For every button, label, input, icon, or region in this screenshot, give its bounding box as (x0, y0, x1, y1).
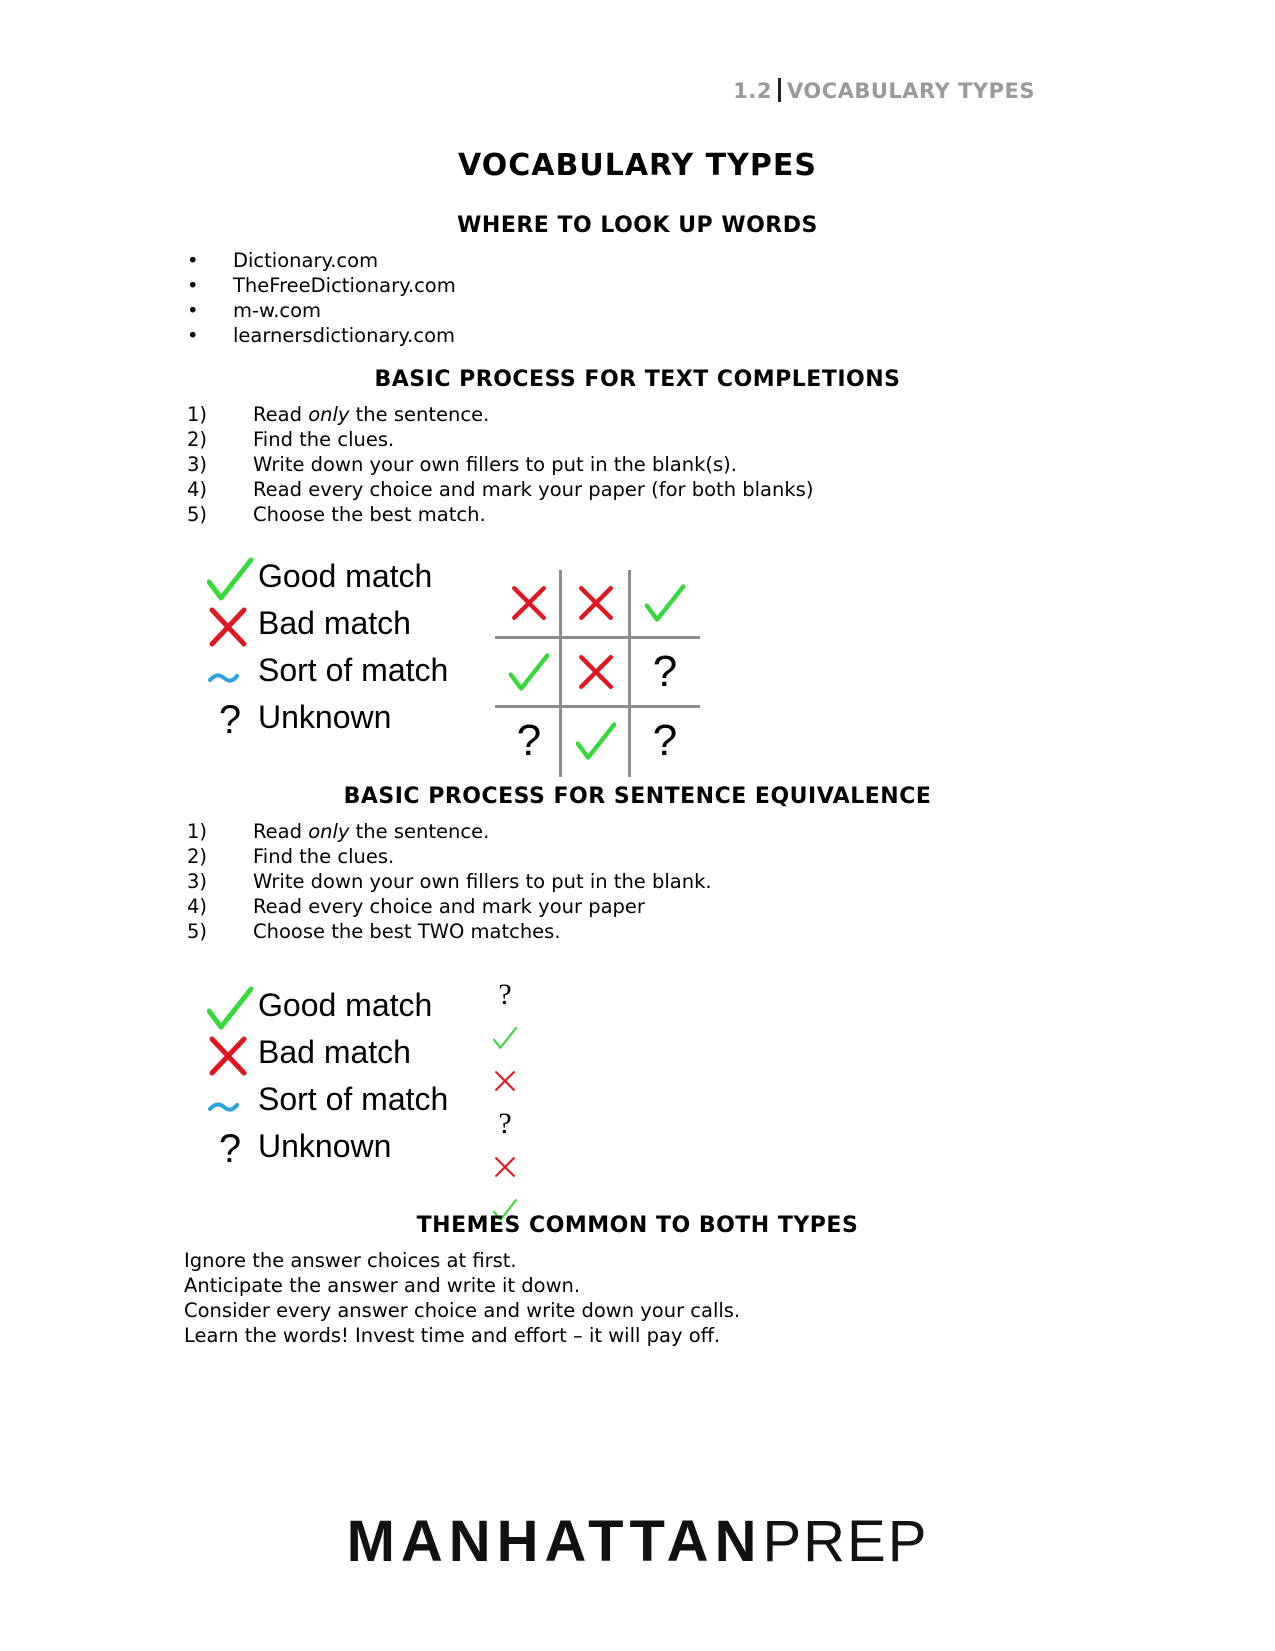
step-item (187, 919, 712, 944)
cross-icon (207, 603, 253, 649)
section-title: VOCABULARY TYPES (786, 79, 1035, 103)
cross-mark (576, 652, 616, 692)
step-item (187, 452, 813, 477)
step-item (187, 844, 712, 869)
tc-steps-list (187, 402, 813, 527)
step-item (187, 894, 712, 919)
grid-cell (562, 708, 630, 774)
list-item: Anticipate the answer and write it down. (184, 1274, 581, 1297)
list-item: Consider every answer choice and write down your calls. (184, 1299, 741, 1322)
themes-list (184, 1248, 740, 1348)
cross-mark (576, 583, 616, 623)
se-answer-column (490, 975, 530, 1235)
step-number: 5) (187, 503, 208, 526)
list-item: • learnersdictionary.com (187, 323, 456, 348)
step-emphasis: only (308, 820, 350, 843)
step-number: 5) (187, 920, 208, 943)
cross-mark (493, 1069, 517, 1093)
grid-cell (495, 570, 563, 636)
cross-icon (207, 1032, 253, 1078)
tc-heading: BASIC PROCESS FOR TEXT COMPLETIONS (374, 367, 901, 392)
step-text: Find the clues. (253, 845, 395, 868)
list-item: Ignore the answer choices at first. (184, 1249, 517, 1272)
step-text: Read every choice and mark your paper (253, 895, 645, 918)
check-icon (207, 985, 253, 1031)
step-text: Write down your own fillers to put in the blank(s). (253, 453, 737, 476)
question-mark: ? (498, 978, 512, 1011)
se-steps-list (187, 819, 712, 944)
column-mark (490, 1018, 520, 1058)
step-text: Read (253, 403, 309, 426)
tc-legend (207, 556, 467, 756)
question-mark: ? (516, 716, 542, 765)
page-title: VOCABULARY TYPES (458, 148, 817, 183)
step-number: 1) (187, 403, 208, 426)
check-mark (493, 1026, 517, 1050)
step-text-end: the sentence. (349, 403, 490, 426)
section-number: 1.2 (733, 79, 772, 103)
tilde-icon (207, 650, 253, 696)
se-heading: BASIC PROCESS FOR SENTENCE EQUIVALENCE (343, 784, 932, 809)
check-mark (645, 583, 685, 623)
grid-cell (631, 708, 699, 774)
step-number: 4) (187, 895, 208, 918)
question-icon: ? (218, 698, 242, 742)
step-item (187, 402, 813, 427)
check-icon (207, 556, 253, 602)
step-item (187, 477, 813, 502)
lookup-heading: WHERE TO LOOK UP WORDS (457, 213, 818, 238)
list-item: • Dictionary.com (187, 248, 456, 273)
se-legend (207, 985, 467, 1185)
step-number: 2) (187, 845, 208, 868)
step-number: 4) (187, 478, 208, 501)
legend-label: Good match (258, 987, 433, 1023)
step-number: 3) (187, 453, 208, 476)
grid-cell (562, 639, 630, 705)
legend-label: Sort of match (258, 652, 449, 688)
legend-label: Good match (258, 558, 433, 594)
step-text: Read every choice and mark your paper (for both blanks) (253, 478, 814, 501)
legend-label: Bad match (258, 605, 411, 641)
step-item (187, 869, 712, 894)
legend-label: Unknown (258, 699, 392, 735)
column-mark (490, 1061, 520, 1101)
step-text-end: the sentence. (349, 820, 490, 843)
question-mark: ? (652, 647, 678, 696)
step-text: Read (253, 820, 309, 843)
tilde-icon (207, 1079, 253, 1125)
running-header (733, 78, 1035, 103)
column-mark (490, 1147, 520, 1187)
header-divider (778, 78, 781, 102)
themes-heading: THEMES COMMON TO BOTH TYPES (416, 1213, 859, 1238)
check-mark (576, 721, 616, 761)
step-emphasis: only (308, 403, 350, 426)
lookup-list (187, 248, 456, 348)
manhattan-prep-logo (0, 1508, 1275, 1575)
step-number: 3) (187, 870, 208, 893)
grid-cell (631, 639, 699, 705)
question-mark: ? (652, 716, 678, 765)
check-mark (509, 652, 549, 692)
step-text: Find the clues. (253, 428, 395, 451)
column-mark (490, 1104, 520, 1144)
grid-cell (495, 708, 563, 774)
grid-cell (495, 639, 563, 705)
cross-mark (493, 1155, 517, 1179)
grid-cell (631, 570, 699, 636)
step-text: Choose the best TWO matches. (253, 920, 561, 943)
list-item: • TheFreeDictionary.com (187, 273, 456, 298)
question-mark: ? (498, 1107, 512, 1140)
step-item (187, 819, 712, 844)
cross-mark (509, 583, 549, 623)
logo-part-2: PREP (762, 1509, 929, 1574)
column-mark (490, 975, 520, 1015)
legend-label: Bad match (258, 1034, 411, 1070)
step-item (187, 427, 813, 452)
step-number: 1) (187, 820, 208, 843)
step-text: Choose the best match. (253, 503, 486, 526)
question-icon: ? (218, 1127, 242, 1171)
grid-cell (562, 570, 630, 636)
list-item: • m-w.com (187, 298, 456, 323)
legend-label: Sort of match (258, 1081, 449, 1117)
step-text: Write down your own fillers to put in the blank. (253, 870, 712, 893)
step-item (187, 502, 813, 527)
tc-answer-grid (495, 570, 700, 777)
list-item: Learn the words! Invest time and effort – it will pay off. (184, 1324, 721, 1347)
legend-label: Unknown (258, 1128, 392, 1164)
step-number: 2) (187, 428, 208, 451)
logo-part-1: MANHATTAN (346, 1509, 763, 1574)
